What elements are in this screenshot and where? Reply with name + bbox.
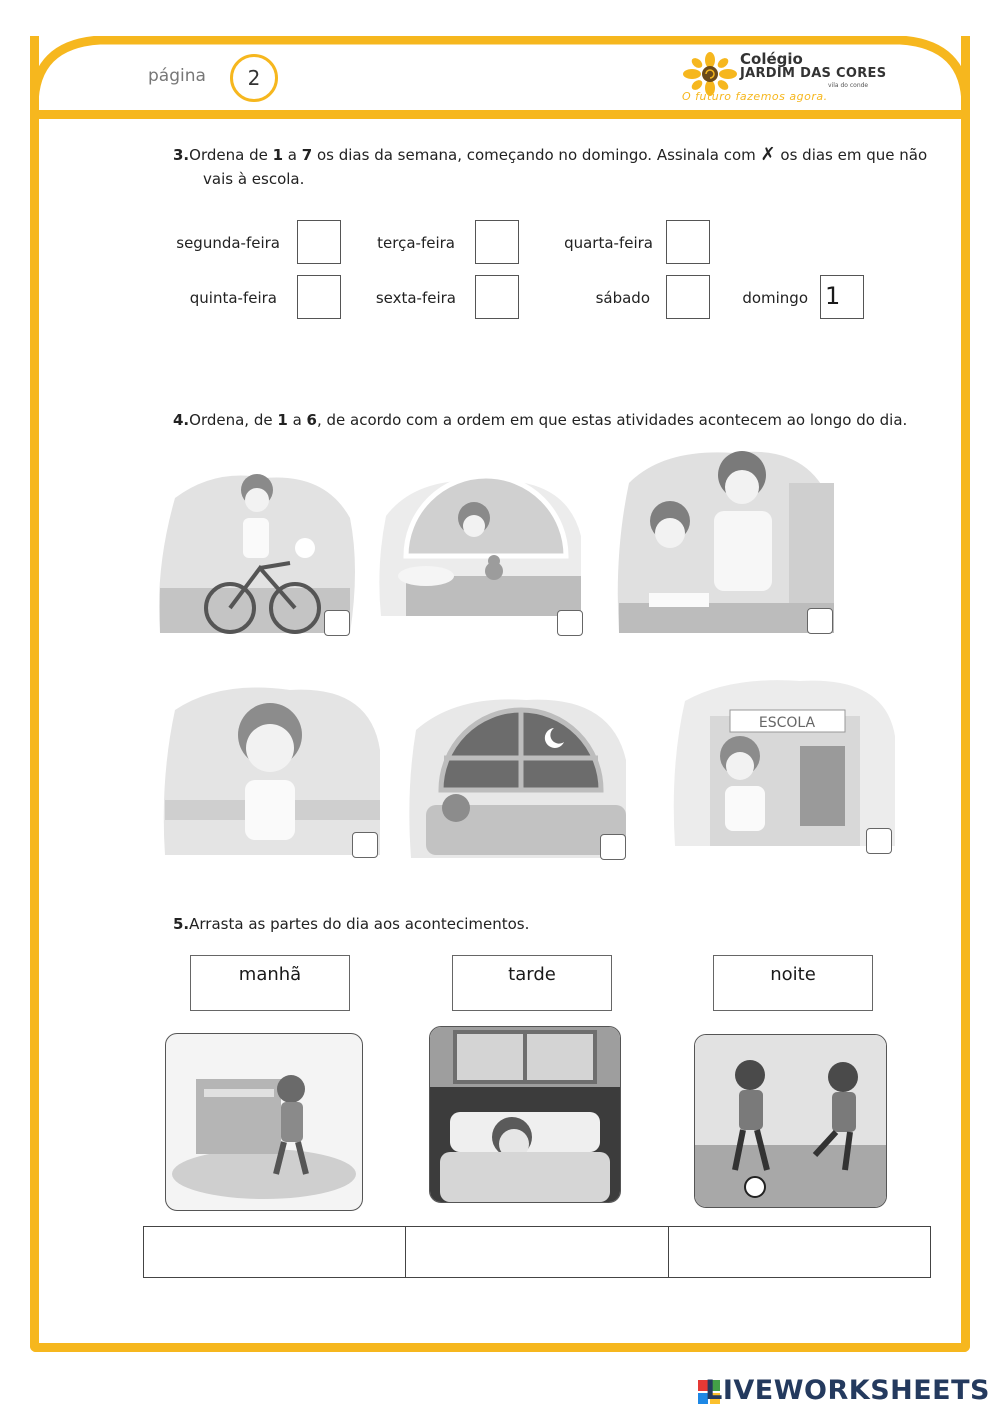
day-label-quarta: quarta-feira xyxy=(564,234,653,252)
scene-girl-sleeping xyxy=(406,690,631,858)
photo-boys-playing-football xyxy=(694,1034,887,1208)
question-4-text: 4.Ordena, de 1 a 6, de acordo com a ordem em que estas atividades acontecem ao longo do dia. xyxy=(173,411,908,429)
scene-checkbox-5[interactable] xyxy=(600,834,626,860)
day-box-domingo[interactable]: 1 xyxy=(820,275,864,319)
page-label: página xyxy=(148,66,206,86)
school-sign-text: ESCOLA xyxy=(758,715,816,731)
liveworksheets-brand: LIVEWORKSHEETS xyxy=(705,1375,990,1406)
drag-label-noite[interactable]: noite xyxy=(713,955,873,1011)
photo-boy-walking-to-school xyxy=(165,1033,363,1211)
school-slogan: O futuro fazemos agora. xyxy=(682,90,828,103)
day-box-terca[interactable] xyxy=(475,220,519,264)
day-box-quarta[interactable] xyxy=(666,220,710,264)
school-name-line1: Colégio xyxy=(740,50,803,68)
day-label-domingo: domingo xyxy=(742,289,808,307)
day-box-quinta[interactable] xyxy=(297,275,341,319)
question-5-text: 5.Arrasta as partes do dia aos acontecimentos. xyxy=(173,915,530,933)
school-location: vila do conde xyxy=(828,82,869,89)
scene-checkbox-1[interactable] xyxy=(324,610,350,636)
day-label-sabado: sábado xyxy=(595,289,650,307)
drag-label-tarde[interactable]: tarde xyxy=(452,955,612,1011)
drop-zone-3[interactable] xyxy=(669,1227,930,1277)
scene-girl-waking-up xyxy=(376,466,586,616)
drop-zone-2[interactable] xyxy=(406,1227,668,1277)
day-label-terca: terça-feira xyxy=(377,234,455,252)
scene-checkbox-4[interactable] xyxy=(352,832,378,858)
school-name-line2: JARDIM DAS CORES xyxy=(740,66,887,81)
day-label-segunda: segunda-feira xyxy=(176,234,280,252)
day-label-quinta: quinta-feira xyxy=(189,289,277,307)
scene-checkbox-2[interactable] xyxy=(557,610,583,636)
scene-girl-studying xyxy=(614,443,839,638)
cross-mark: ✗ xyxy=(760,144,776,165)
day-box-sexta[interactable] xyxy=(475,275,519,319)
question-3-text: 3.Ordena de 1 a 7 os dias da semana, começando no domingo. Assinala com ✗ os dias em que não xyxy=(173,144,928,165)
day-label-sexta: sexta-feira xyxy=(375,289,456,307)
drag-label-manha[interactable]: manhã xyxy=(190,955,350,1011)
answer-drop-row xyxy=(143,1226,931,1278)
photo-boy-sleeping xyxy=(429,1026,621,1203)
page-number-badge xyxy=(230,54,278,102)
scene-checkbox-3[interactable] xyxy=(807,608,833,634)
drop-zone-1[interactable] xyxy=(144,1227,406,1277)
scene-checkbox-6[interactable] xyxy=(866,828,892,854)
scene-girl-school xyxy=(670,676,900,851)
page-number: 2 xyxy=(247,66,261,90)
question-3-text-cont: vais à escola. xyxy=(203,170,305,188)
